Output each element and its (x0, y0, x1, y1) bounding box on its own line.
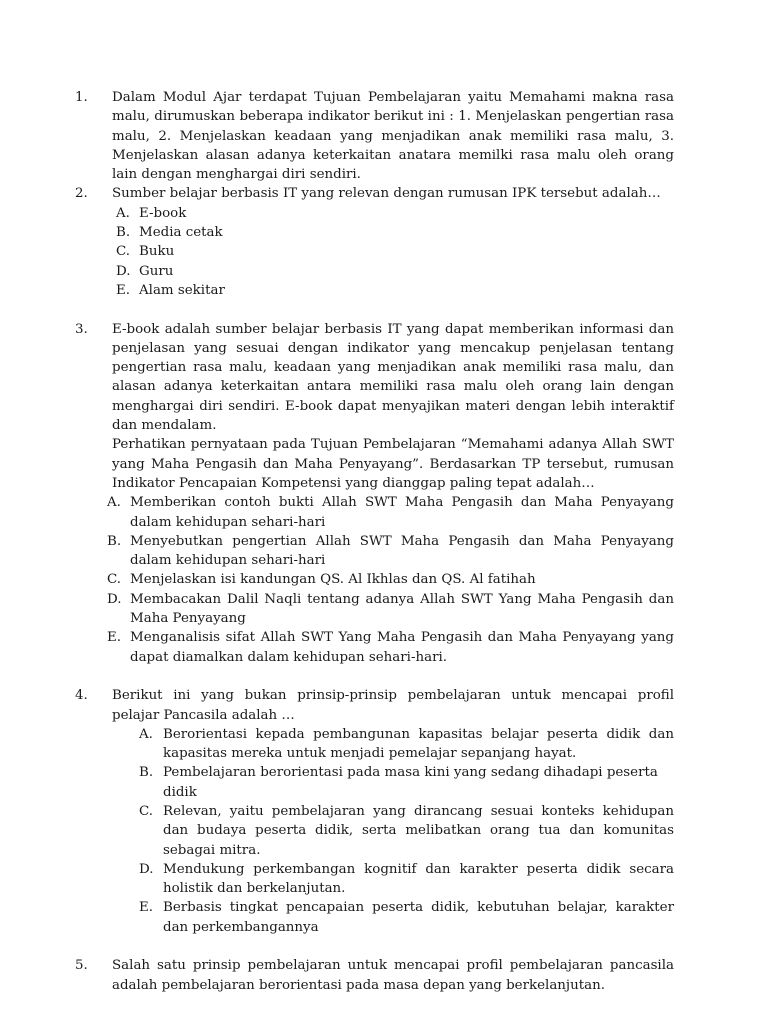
question-2-text: Sumber belajar berbasis IT yang relevan dengan rumusan IPK tersebut adalah… (112, 186, 661, 202)
option-list-item (107, 590, 674, 629)
option-text: Membacakan Dalil Naqli tentang adanya Allah SWT Yang Maha Pengasih dan Maha Penyayang (130, 591, 674, 627)
question-3-text: E-book adalah sumber belajar berbasis IT yang dapat memberikan informasi dan penjelasan yang sesuai dengan indikator yang mencakup penjelasan tentang pengertian rasa malu, keadaan yang menjadikan anak memiliki rasa malu, dan alasan adanya keterkaitan antara memiliki rasa malu oleh orang lain dengan menghargai diri sendiri. E-book dapat menyajikan materi dengan lebih interaktif dan mendalam. (112, 321, 674, 434)
option-list-item (139, 802, 674, 860)
option-list-item (116, 204, 459, 223)
option-list-item (116, 281, 459, 300)
option-text: Menganalisis sifat Allah SWT Yang Maha Pengasih dan Maha Penyayang yang dapat diamalkan dalam kehidupan sehari-hari. (130, 630, 674, 665)
option-list-item (116, 262, 459, 281)
option-list-item (107, 570, 674, 589)
option-text: Menyebutkan pengertian Allah SWT Maha Pengasih dan Maha Penyayang dalam kehidupan sehari-hari (130, 533, 674, 569)
option-list-item (139, 898, 674, 937)
option-text: Buku (139, 244, 175, 260)
question-4 (75, 686, 674, 725)
option-label: A. (116, 205, 130, 221)
question-4-number: 4. (75, 688, 88, 704)
option-label: D. (116, 263, 131, 279)
option-label: B. (107, 533, 122, 549)
option-label: D. (139, 861, 154, 877)
spacer (0, 667, 768, 686)
spacer (0, 937, 768, 956)
option-text: Relevan, yaitu pembelajaran yang dirancang sesuai konteks kehidupan dan budaya peserta didik, serta melibatkan orang tua dan komunitas sebagai mitra. (163, 803, 674, 858)
option-label: C. (116, 244, 131, 260)
option-text: Berbasis tingkat pencapaian peserta didik, kebutuhan belajar, karakter dan perkembangannya (163, 900, 674, 935)
option-text: Pembelajaran berorientasi pada masa kini yang sedang dihadapi peserta didik (163, 765, 658, 800)
question-4-text: Berikut ini yang bukan prinsip-prinsip pembelajaran untuk mencapai profil pelajar Pancasila adalah … (112, 688, 674, 723)
option-list-item (116, 223, 459, 242)
option-label: A. (107, 495, 121, 511)
option-text: Memberikan contoh bukti Allah SWT Maha Pengasih dan Maha Penyayang dalam kehidupan sehari-hari (130, 495, 674, 530)
option-text: Guru (139, 263, 174, 279)
option-label: E. (107, 630, 122, 646)
option-label: A. (139, 726, 153, 742)
option-list-item (107, 628, 674, 667)
question-3-number: 3. (75, 321, 88, 337)
option-list-item (139, 860, 674, 899)
question-2-number: 2. (75, 186, 88, 202)
question-1 (75, 88, 674, 184)
option-label: B. (116, 225, 131, 241)
option-label: E. (139, 900, 154, 916)
question-3-prompt-text: Perhatikan pernyataan pada Tujuan Pembelajaran “Memahami adanya Allah SWT yang Maha Pengasih dan Maha Penyayang”. Berdasarkan TP tersebut, rumusan Indikator Pencapaian Kompetensi yang dianggap paling tepat adalah… (112, 437, 674, 491)
question-5-text: Salah satu prinsip pembelajaran untuk mencapai profil pembelajaran pancasila adalah pembelajaran berorientasi pada masa depan yang berkelanjutan. (112, 958, 674, 993)
question-1-number: 1. (75, 90, 88, 105)
question-2 (75, 184, 674, 203)
question-5 (75, 956, 674, 995)
option-text: Berorientasi kepada pembangunan kapasitas belajar peserta didik dan kapasitas mereka untuk menjadi pemelajar sepanjang hayat. (163, 726, 674, 762)
option-list-item (139, 725, 674, 764)
option-text: Alam sekitar (139, 282, 225, 298)
spacer (0, 300, 768, 319)
option-label: B. (139, 765, 154, 781)
question-5-number: 5. (75, 958, 88, 974)
option-list-item (116, 242, 459, 261)
option-text: Mendukung perkembangan kognitif dan karakter peserta didik secara holistik dan berkelanjutan. (163, 861, 674, 897)
option-label: C. (107, 572, 122, 588)
option-label: E. (116, 282, 131, 298)
option-label: C. (139, 803, 154, 819)
option-text: Menjelaskan isi kandungan QS. Al Ikhlas dan QS. Al fatihah (130, 572, 536, 588)
option-list-item (139, 763, 674, 802)
question-1-text: Dalam Modul Ajar terdapat Tujuan Pembelajaran yaitu Memahami makna rasa malu, dirumuskan beberapa indikator berikut ini : 1. Menjelaskan pengertian rasa malu, 2. Menjelaskan keadaan yang menjadikan anak memiliki rasa malu, 3. Menjelaskan alasan adanya keterkaitan anatara memilki rasa malu oleh orang lain dengan menghargai diri sendiri. (112, 90, 674, 183)
option-text: E-book (139, 205, 187, 221)
option-list-item (107, 532, 674, 571)
question-3-prompt (112, 435, 674, 493)
option-text: Media cetak (139, 225, 223, 241)
document-page (0, 88, 768, 995)
question-3 (75, 320, 674, 436)
option-list-item (107, 493, 674, 532)
option-label: D. (107, 591, 122, 607)
